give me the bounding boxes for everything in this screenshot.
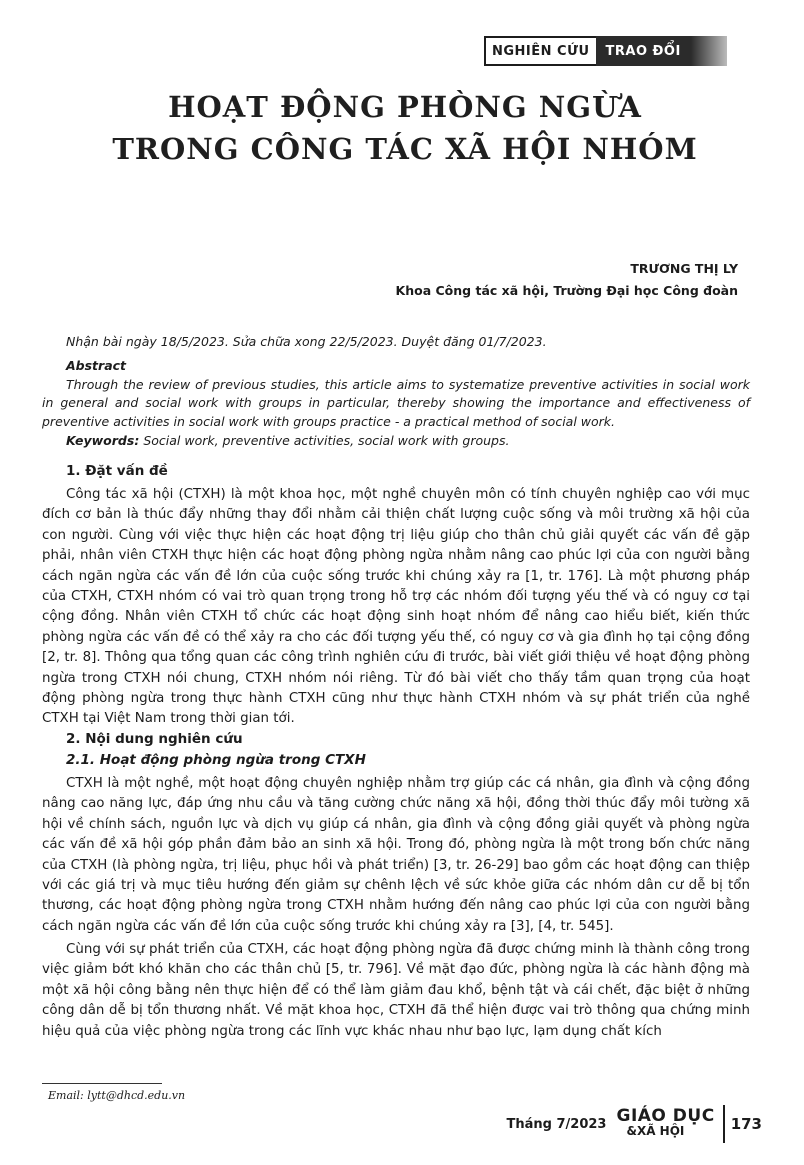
section-tag <box>484 36 727 66</box>
keywords <box>66 433 509 448</box>
section-1-text: Công tác xã hội (CTXH) là một khoa học, một nghề chuyên môn có tính chuyên nghiệp cao với mục đích cơ bản là thúc đẩy những thay đổi nhằm cải thiện chất lượng cuộc sống và môi trường xã hội của con người. Cùng với việc thực hiện các hoạt động trị liệu giúp cho thân chủ giải quyết các vấn đề gặp phải, nhân viên CTXH thực hiện các hoạt động phòng ngừa nhằm nâng cao phúc lợi của con người bằng cách ngăn ngừa các vấn đề lớn của cuộc sống trước khi chúng xảy ra [1, tr. 176]. Là một phương pháp của CTXH, CTXH nhóm có vai trò quan trọng trong hỗ trợ các nhóm đối tượng yếu thế và có nguy cơ tại cộng đồng. Nhân viên CTXH tổ chức các hoạt động sinh hoạt nhóm để nâng cao hiểu biết, kiến thức phòng ngừa các vấn đề có thể xảy ra cho các đối tượng yếu thế, có nguy cơ và gia đình họ tại cộng đồng [2, tr. 8]. Thông qua tổng quan các công trình nghiên cứu đi trước, bài viết giới thiệu về hoạt động phòng ngừa trong CTXH nói chung, CTXH nhóm nói riêng. Từ đó bài viết cho thấy tầm quan trọng của hoạt động phòng ngừa trong thực hành CTXH cũng như thực hành CTXH nhóm và sự phát triển của nghề CTXH tại Việt Nam trong thời gian tới. <box>42 487 750 727</box>
journal-logo <box>616 1106 715 1139</box>
section-1-paragraph <box>42 485 750 730</box>
abstract <box>42 357 750 431</box>
section-tag-fade <box>691 36 727 66</box>
page-footer <box>507 1105 762 1143</box>
keywords-text: Social work, preventive activities, social work with groups. <box>143 433 510 448</box>
journal-logo-line-2: &XÃ HỘI <box>626 1124 685 1138</box>
footer-divider <box>723 1105 725 1143</box>
author-name: TRƯƠNG THỊ LY <box>630 261 738 276</box>
subsection-2-1-heading: 2.1. Hoạt động phòng ngừa trong CTXH <box>66 752 366 768</box>
received-dates: Nhận bài ngày 18/5/2023. Sửa chữa xong 22/5/2023. Duyệt đăng 01/7/2023. <box>66 334 547 349</box>
section-tag-research: NGHIÊN CỨU <box>484 36 596 66</box>
abstract-title: Abstract <box>66 358 127 373</box>
keywords-label: Keywords: <box>66 433 140 448</box>
author-block <box>396 258 738 302</box>
article-title-line-1: HOẠT ĐỘNG PHÒNG NGỪA <box>168 90 642 124</box>
journal-logo-line-1: GIÁO DỤC <box>616 1106 715 1126</box>
subsection-2-1-paragraph-1 <box>42 774 750 937</box>
author-email: Email: lytt@dhcd.edu.vn <box>48 1089 186 1102</box>
subsection-2-1-text-2: Cùng với sự phát triển của CTXH, các hoạt động phòng ngừa đã được chứng minh là thành công trong việc giảm bớt khó khăn cho các thân chủ [5, tr. 796]. Về mặt đạo đức, phòng ngừa là các hành động mà một xã hội công bằng nên thực hiện để có thể làm giảm đau khổ, bệnh tật và cái chết, đặc biệt ở những công dân dễ bị tổn thương nhất. Về mặt khoa học, CTXH đã thể hiện được vai trò thông qua chứng minh hiệu quả của việc phòng ngừa trong các lĩnh vực khác nhau như bạo lực, lạm dụng chất kích <box>42 942 750 1039</box>
section-2-heading: 2. Nội dung nghiên cứu <box>66 731 243 747</box>
issue-date: Tháng 7/2023 <box>506 1116 607 1132</box>
article-title-line-2: TRONG CÔNG TÁC XÃ HỘI NHÓM <box>112 132 698 166</box>
subsection-2-1-text-1: CTXH là một nghề, một hoạt động chuyên nghiệp nhằm trợ giúp các cá nhân, gia đình và cộng đồng nâng cao năng lực, đáp ứng nhu cầu và tăng cường chức năng xã hội, đồng thời thúc đẩy môi tường xã hội về chính sách, nguồn lực và dịch vụ giúp cá nhân, gia đình và cộng đồng giải quyết và phòng ngừa các vấn đề xã hội góp phần đảm bảo an sinh xã hội. Trong đó, phòng ngừa là một trong bốn chức năng của CTXH (là phòng ngừa, trị liệu, phục hồi và phát triển) [3, tr. 26-29] bao gồm các hoạt động can thiệp với các giá trị và mục tiêu hướng đến giảm sự chênh lệch về sức khỏe giữa các nhóm dân cư dễ bị tổn thương, các hoạt động phòng ngừa trong CTXH nhằm hướng đến nâng cao phúc lợi của con người bằng cách ngăn ngừa các vấn đề lớn của cuộc sống trước khi chúng xảy ra [3], [4, tr. 545]. <box>42 776 750 934</box>
section-1-heading: 1. Đặt vấn đề <box>66 463 168 479</box>
page-number: 173 <box>730 1115 762 1133</box>
abstract-text: Through the review of previous studies, this article aims to systematize preventive activities in social work in general and social work with groups in particular, thereby showing the importance and effectiveness of preventive activities in social work with groups practice - a practical method of social work. <box>42 376 750 429</box>
subsection-2-1-paragraph-2 <box>42 940 750 1042</box>
section-tag-exchange: TRAO ĐỔI <box>596 36 691 66</box>
footnote-rule <box>42 1083 162 1084</box>
author-affiliation: Khoa Công tác xã hội, Trường Đại học Công đoàn <box>395 283 738 298</box>
